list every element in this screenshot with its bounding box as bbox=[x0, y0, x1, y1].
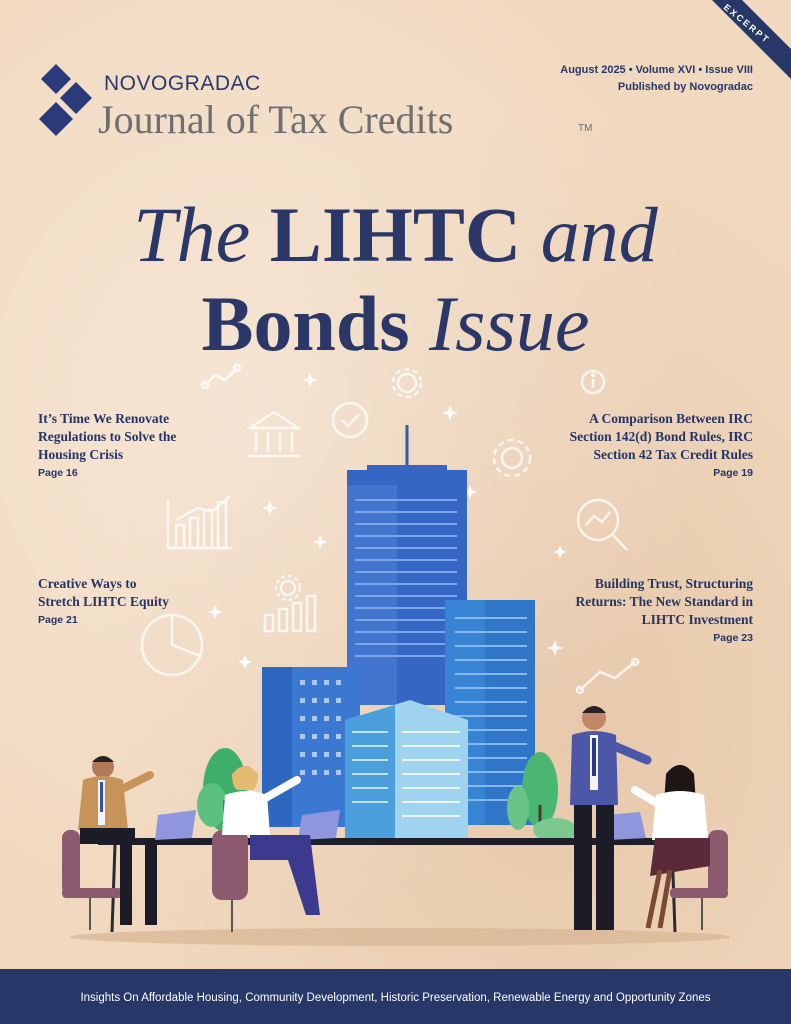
headline-line-1 bbox=[0, 191, 791, 278]
headline-word-and: and bbox=[540, 191, 658, 278]
issue-line: August 2025 • Volume XVI • Issue VIII bbox=[560, 64, 753, 76]
article-4-title-line-1: Building Trust, Structuring bbox=[594, 576, 753, 591]
person-right-woman bbox=[635, 765, 710, 928]
article-teaser-3[interactable] bbox=[38, 575, 228, 629]
trademark: TM bbox=[578, 123, 593, 134]
footer-bar bbox=[0, 969, 791, 1024]
journal-title: Journal of Tax Credits bbox=[98, 97, 454, 142]
bar-chart-icon bbox=[168, 496, 232, 548]
article-teaser-4[interactable] bbox=[523, 575, 753, 647]
article-4-title-line-3: LIHTC Investment bbox=[641, 612, 753, 627]
skyline bbox=[262, 425, 535, 842]
logo-diamonds-icon bbox=[38, 64, 94, 138]
article-1-title-line-3: Housing Crisis bbox=[38, 447, 124, 462]
article-1-page: Page 16 bbox=[38, 467, 78, 479]
check-badge-icon bbox=[333, 403, 367, 437]
publisher-line: Published by Novogradac bbox=[617, 81, 753, 93]
article-4-title-line-2: Returns: The New Standard in bbox=[575, 594, 753, 609]
article-3-page: Page 21 bbox=[38, 614, 78, 626]
article-3-title-line-2: Stretch LIHTC Equity bbox=[38, 594, 170, 609]
gear-icon bbox=[393, 369, 421, 397]
chairs bbox=[62, 830, 728, 932]
excerpt-label: EXCERPT bbox=[721, 1, 772, 46]
brand-name: NOVOGRADAC bbox=[104, 72, 261, 95]
article-2-title-line-1: A Comparison Between IRC bbox=[589, 411, 753, 426]
headline-word-lihtc: LIHTC bbox=[269, 191, 522, 278]
article-teaser-2[interactable] bbox=[523, 410, 753, 482]
gear-icon bbox=[276, 576, 300, 600]
article-teaser-1[interactable] bbox=[38, 410, 238, 482]
article-2-title-line-3: Section 42 Tax Credit Rules bbox=[593, 447, 753, 462]
magnifier-chart-icon bbox=[578, 500, 627, 550]
line-chart-icon bbox=[202, 365, 240, 388]
headline-word-the: The bbox=[133, 191, 251, 278]
article-2-page: Page 19 bbox=[713, 467, 753, 479]
article-1-title-line-1: It’s Time We Renovate bbox=[38, 411, 170, 426]
article-4-page: Page 23 bbox=[713, 632, 753, 644]
issue-info bbox=[560, 62, 753, 96]
headline-word-bonds: Bonds bbox=[201, 280, 410, 367]
footer-tagline: Insights On Affordable Housing, Community Development, Historic Preservation, Renewable Energy and Opportunity Zones bbox=[80, 992, 711, 1004]
article-3-title-line-1: Creative Ways to bbox=[38, 576, 137, 591]
headline-word-issue: Issue bbox=[429, 280, 590, 367]
bank-icon bbox=[248, 412, 300, 456]
line-chart-icon bbox=[577, 659, 638, 693]
article-1-title-line-2: Regulations to Solve the bbox=[38, 429, 177, 444]
article-2-title-line-2: Section 142(d) Bond Rules, IRC bbox=[569, 429, 753, 444]
bar-chart-icon bbox=[265, 596, 315, 631]
headline-line-2 bbox=[0, 280, 791, 367]
info-icon bbox=[582, 371, 604, 393]
